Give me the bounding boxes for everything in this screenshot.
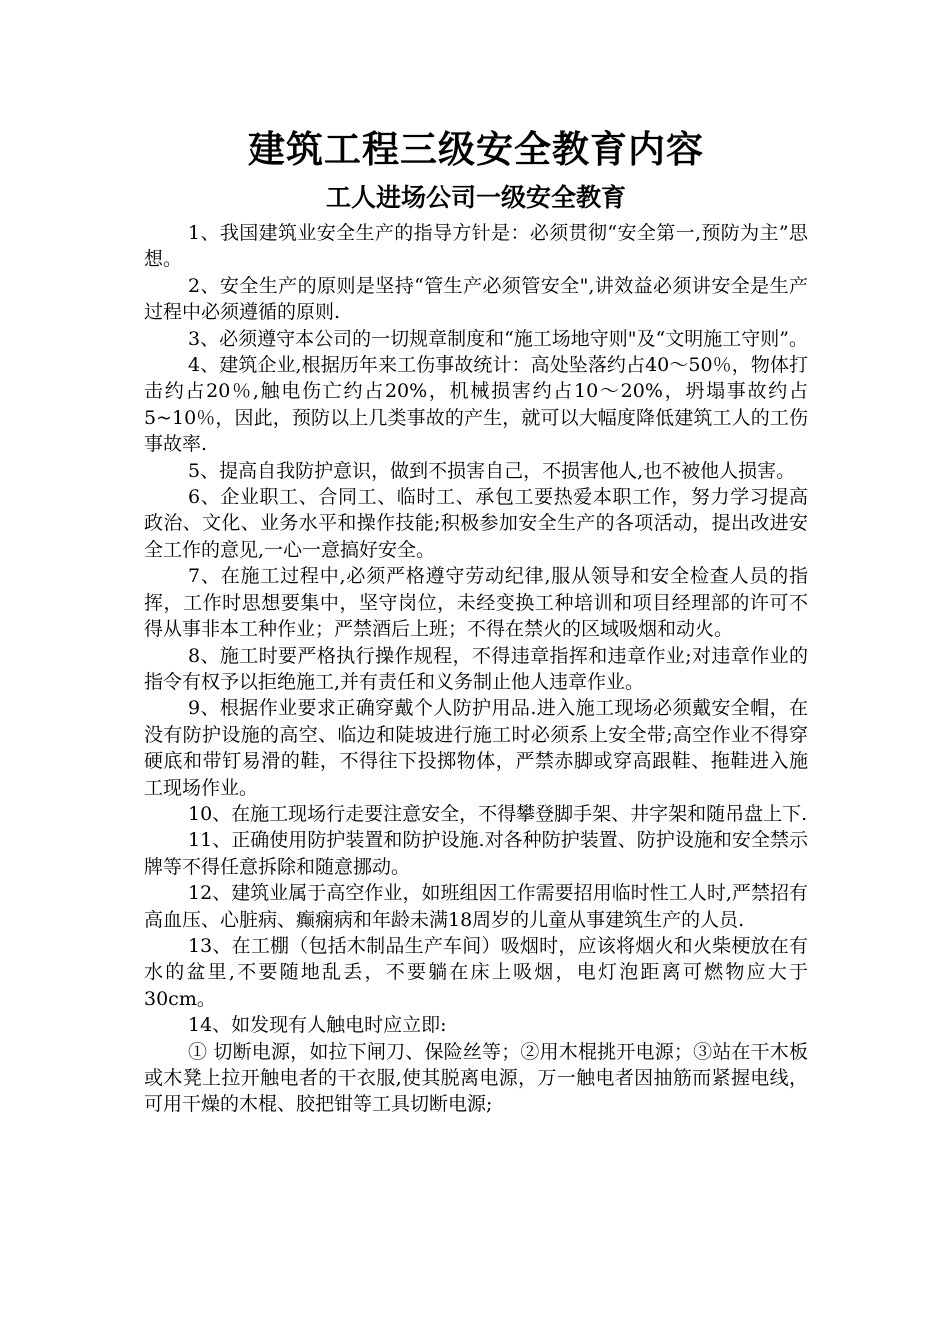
paragraph-10: 10、在施工现场行走要注意安全，不得攀登脚手架、井字架和随吊盘上下. [188, 802, 808, 825]
document-page [144, 124, 808, 1118]
document-body [144, 220, 808, 1118]
paragraph-13: 13、在工棚（包括木制品生产车间）吸烟时，应该将烟火和火柴梗放在有水的盆里,不要随地乱丢，不要躺在床上吸烟，电灯泡距离可燃物应大于30cm。 [144, 934, 808, 1010]
paragraph-8: 8、施工时要严格执行操作规程，不得违章指挥和违章作业;对违章作业的指令有权予以拒绝施工,并有责任和义务制止他人违章作业。 [144, 644, 808, 693]
paragraph-11: 11、正确使用防护装置和防护设施.对各种防护装置、防护设施和安全禁示牌等不得任意拆除和随意挪动。 [144, 829, 808, 878]
paragraph-2: 2、安全生产的原则是坚持“管生产必须管安全",讲效益必须讲安全是生产过程中必须遵循的原则. [144, 274, 808, 324]
paragraph-6: 6、企业职工、合同工、临时工、承包工要热爱本职工作，努力学习提高政治、文化、业务水平和操作技能;积极参加安全生产的各项活动，提出改进安全工作的意见,一心一意搞好安全。 [144, 486, 808, 561]
paragraph-3: 3、必须遵守本公司的一切规章制度和“施工场地守则"及“文明施工守则”。 [188, 327, 808, 350]
paragraph-4: 4、建筑企业,根据历年来工伤事故统计：高处坠落约占40～50％，物体打击约占20％,触电伤亡约占20%，机械损害约占10～20%，坍塌事故约占5~10％，因此，预防以上几类事故的产生，就可以大幅度降低建筑工人的工伤事故率. [144, 354, 808, 456]
paragraph-7: 7、在施工过程中,必须严格遵守劳动纪律,服从领导和安全检查人员的指挥，工作时思想要集中，坚守岗位，未经变换工种培训和项目经理部的许可不得从事非本工种作业；严禁酒后上班；不得在禁火的区域吸烟和动火。 [144, 565, 808, 641]
document-subtitle: 工人进场公司一级安全教育 [325, 183, 626, 212]
paragraph-5: 5、提高自我防护意识，做到不损害自己，不损害他人,也不被他人损害。 [188, 459, 796, 482]
paragraph-9: 9、根据作业要求正确穿戴个人防护用品.进入施工现场必须戴安全帽，在没有防护设施的高空、临边和陡坡进行施工时必须系上安全带;高空作业不得穿硬底和带钉易滑的鞋，不得往下投掷物体，严禁赤脚或穿高跟鞋、拖鞋进入施工现场作业。 [144, 697, 808, 799]
paragraph-12: 12、建筑业属于高空作业，如班组因工作需要招用临时性工人时,严禁招有高血压、心脏病、癫痫病和年龄未满18周岁的儿童从事建筑生产的人员. [144, 882, 808, 931]
paragraph-1: 1、我国建筑业安全生产的指导方针是：必须贯彻“安全第一,预防为主”思想。 [144, 222, 808, 271]
paragraph-14: 14、如发现有人触电时应立即: [188, 1014, 447, 1037]
paragraph-15: ① 切断电源，如拉下闸刀、保险丝等；②用木棍挑开电源；③站在干木板或木凳上拉开触电者的干衣服,使其脱离电源，万一触电者因抽筋而紧握电线，可用干燥的木棍、胶把钳等工具切断电源; [144, 1040, 808, 1116]
document-title: 建筑工程三级安全教育内容 [248, 128, 704, 171]
